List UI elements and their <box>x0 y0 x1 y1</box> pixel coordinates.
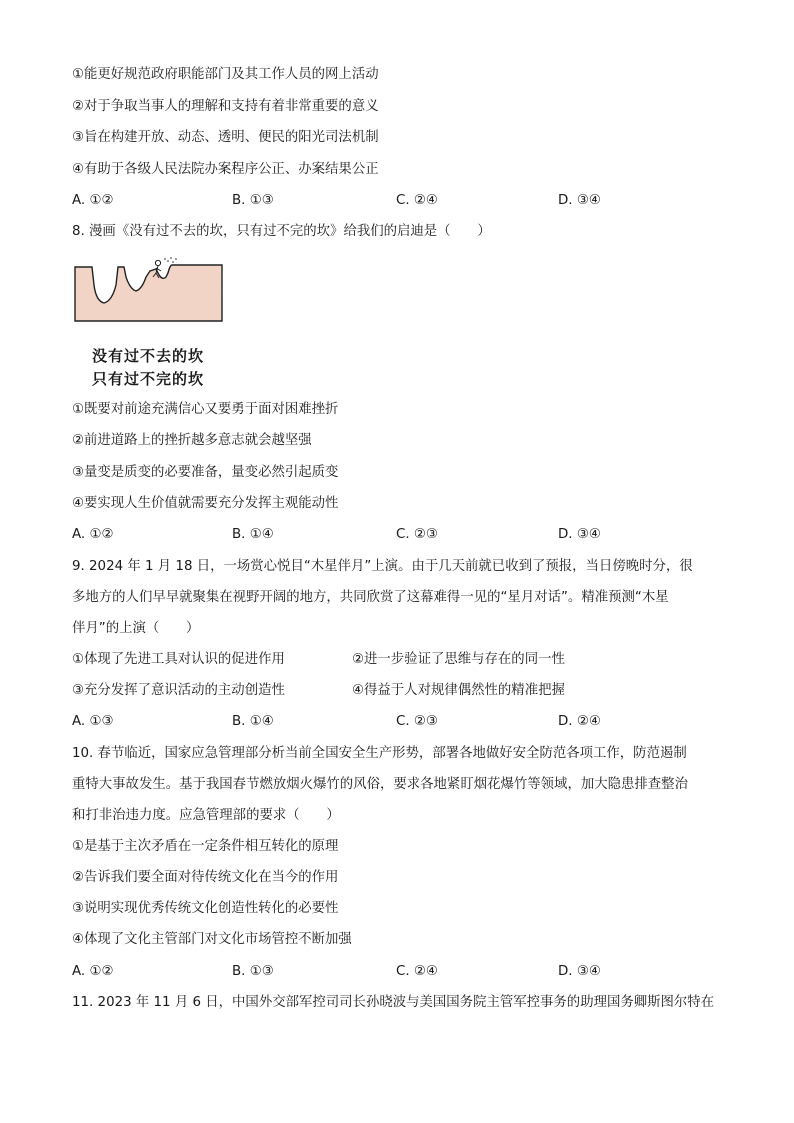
q10-item-1: ①是基于主次矛盾在一定条件相互转化的原理 <box>72 839 339 854</box>
q10-item-4: ④体现了文化主管部门对文化市场管控不断加强 <box>72 932 352 947</box>
q8-option-b: B. ①④ <box>232 527 274 542</box>
q10-option-b: B. ①③ <box>232 964 274 979</box>
q8-item-4: ④要实现人生价值就需要充分发挥主观能动性 <box>72 496 339 511</box>
q7-item-3: ③旨在构建开放、动态、透明、便民的阳光司法机制 <box>72 130 379 145</box>
q10-item-2: ②告诉我们要全面对待传统文化在当今的作用 <box>72 870 339 885</box>
q10-option-a: A. ①② <box>72 964 114 979</box>
q7-option-a: A. ①② <box>72 193 114 208</box>
q7-option-b: B. ①③ <box>232 193 274 208</box>
q10-option-c: C. ②④ <box>396 964 438 979</box>
q7-option-c: C. ②④ <box>396 193 438 208</box>
q7-item-2: ②对于争取当事人的理解和支持有着非常重要的意义 <box>72 99 379 114</box>
cartoon-caption-line-2: 只有过不完的坎 <box>92 370 205 388</box>
q7-option-d: D. ③④ <box>558 193 601 208</box>
q11-stem-line-1: 11. 2023 年 11 月 6 日，中国外交部军控司司长孙晓波与美国国务院主管军控事务的助理国务卿斯图尔特在 <box>72 995 715 1010</box>
q9-item-2: ②进一步验证了思维与存在的同一性 <box>352 652 565 667</box>
q9-option-c: C. ②③ <box>396 714 438 729</box>
q9-item-3: ③充分发挥了意识活动的主动创造性 <box>72 683 285 698</box>
q8-option-c: C. ②③ <box>396 527 438 542</box>
q9-item-1: ①体现了先进工具对认识的促进作用 <box>72 652 285 667</box>
sweat-drops-icon <box>164 257 177 263</box>
q9-option-d: D. ②④ <box>558 714 601 729</box>
q9-stem-line-2: 多地方的人们早早就聚集在视野开阔的地方，共同欣赏了这幕难得一见的“星月对话”。精准预测“木星 <box>72 590 669 605</box>
q10-stem-line-2: 重特大事故发生。基于我国春节燃放烟火爆竹的风俗，要求各地紧盯烟花爆竹等领域，加大隐患排查整治 <box>72 777 688 792</box>
cartoon-caption-line-1: 没有过不去的坎 <box>92 347 205 365</box>
q8-stem: 8. 漫画《没有过不去的坎，只有过不完的坎》给我们的启迪是（ ） <box>72 224 491 239</box>
q9-stem-line-1: 9. 2024 年 1 月 18 日，一场赏心悦目“木星伴月”上演。由于几天前就已收到了预报，当日傍晚时分，很 <box>72 559 693 574</box>
q10-item-3: ③说明实现优秀传统文化创造性转化的必要性 <box>72 901 339 916</box>
q10-stem-line-1: 10. 春节临近，国家应急管理部分析当前全国安全生产形势，部署各地做好安全防范各项工作，防范遏制 <box>72 746 687 761</box>
q10-stem-line-3: 和打非治违力度。应急管理部的要求（ ） <box>72 808 340 823</box>
q9-item-4: ④得益于人对规律偶然性的精准把握 <box>352 683 565 698</box>
ground-shape <box>75 265 222 321</box>
q8-option-a: A. ①② <box>72 527 114 542</box>
q8-item-2: ②前进道路上的挫折越多意志就会越坚强 <box>72 433 312 448</box>
q8-item-1: ①既要对前途充满信心又要勇于面对困难挫折 <box>72 402 339 417</box>
cartoon-illustration <box>72 255 228 327</box>
q7-item-1: ①能更好规范政府职能部门及其工作人员的网上活动 <box>72 67 379 82</box>
q9-option-a: A. ①③ <box>72 714 114 729</box>
q7-item-4: ④有助于各级人民法院办案程序公正、办案结果公正 <box>72 162 379 177</box>
q8-item-3: ③量变是质变的必要准备，量变必然引起质变 <box>72 465 339 480</box>
q8-option-d: D. ③④ <box>558 527 601 542</box>
q9-option-b: B. ①④ <box>232 714 274 729</box>
q9-stem-line-3: 伴月”的上演（ ） <box>72 621 200 636</box>
q10-option-d: D. ③④ <box>558 964 601 979</box>
